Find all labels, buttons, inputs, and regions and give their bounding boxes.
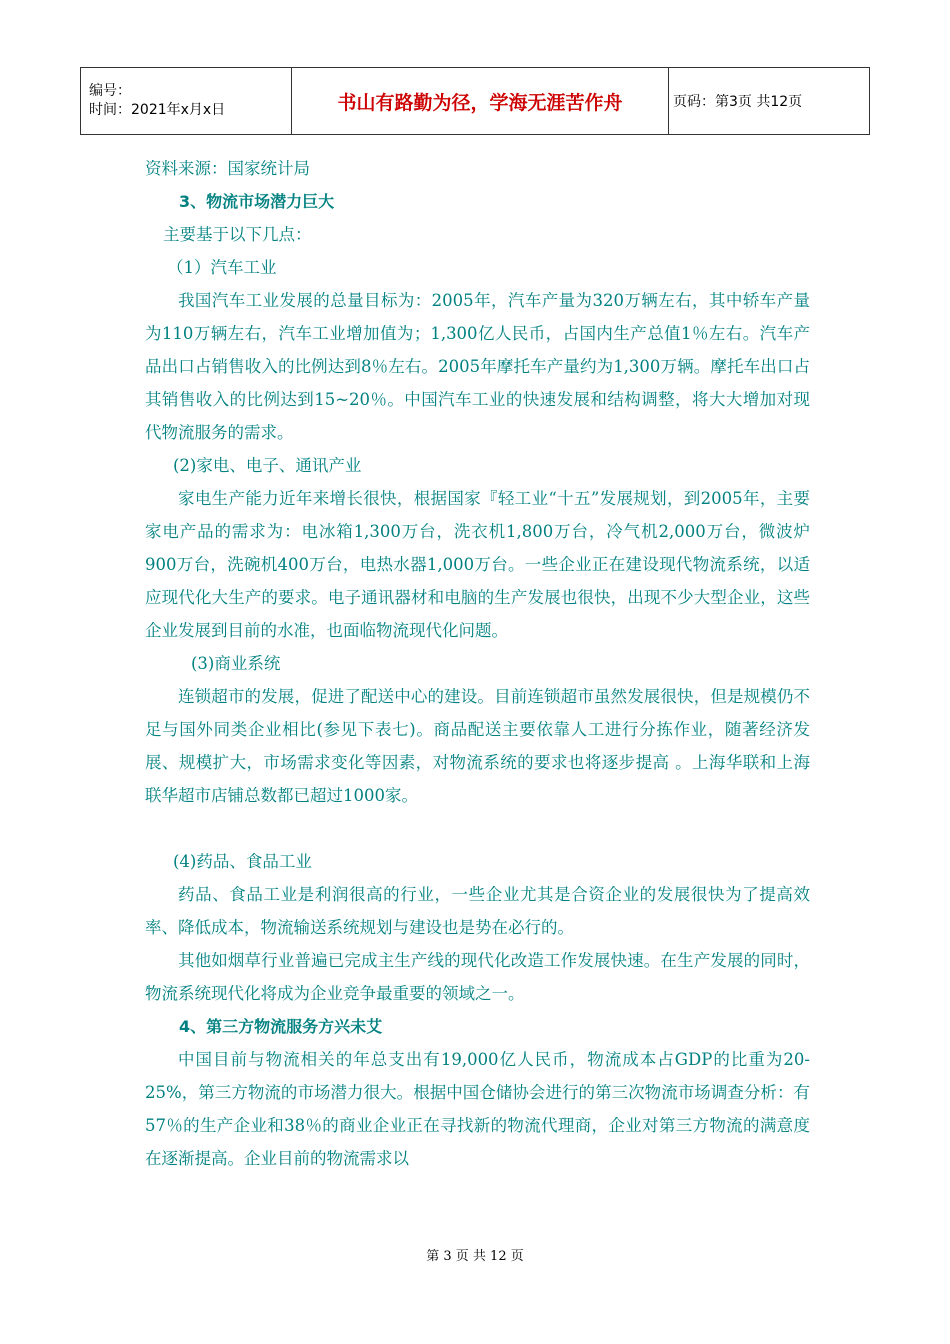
source-note: 资料来源：国家统计局 [145, 159, 310, 178]
motto: 书山有路勤为径，学海无涯苦作舟 [292, 68, 669, 135]
header-table [80, 67, 870, 135]
date-label: 时间：2021年x月x日 [89, 102, 226, 118]
paragraph-commerce: 连锁超市的发展，促进了配送中心的建设。目前连锁超市虽然发展很快，但是规模仍不足与国外同类企业相比(参见下表七)。商品配送主要依靠人工进行分拣作业，随著经济发展、规模扩大，市场需求变化等因素，对物流系统的要求也将逐步提高 。上海华联和上海联华超市店铺总数都已超过1000家。 [145, 687, 810, 805]
paragraph-auto-industry: 我国汽车工业发展的总量目标为：2005年，汽车产量为320万辆左右，其中轿车产量为110万辆左右，汽车工业增加值为；1,300亿人民币，占国内生产总值1％左右。汽车产品出口占销售收入的比例达到8％左右。2005年摩托车产量约为1,300万辆。摩托车出口占其销售收入的比例达到15~20％。中国汽车工业的快速发展和结构调整，将大大增加对现代物流服务的需求。 [145, 291, 810, 442]
paragraph-pharma-food: 药品、食品工业是利润很高的行业，一些企业尤其是合资企业的发展很快为了提高效率、降低成本，物流输送系统规划与建设也是势在必行的。 [145, 885, 810, 937]
section-heading-3: 3、物流市场潜力巨大 [179, 192, 335, 211]
subsection-title-1: （1）汽车工业 [167, 258, 277, 277]
subsection-title-3: (3)商业系统 [191, 654, 281, 673]
paragraph-third-party-logistics: 中国目前与物流相关的年总支出有19,000亿人民币，物流成本占GDP的比重为20-25%，第三方物流的市场潜力很大。根据中国仓储协会进行的第三次物流市场调查分析：有57％的生产企业和38％的商业企业正在寻找新的物流代理商，企业对第三方物流的满意度在逐渐提高。企业目前的物流需求以 [145, 1050, 810, 1168]
paragraph-other-industries: 其他如烟草行业普遍已完成主生产线的现代化改造工作发展快速。在生产发展的同时，物流系统现代化将成为企业竞争最重要的领域之一。 [145, 951, 810, 1003]
number-label: 编号： [89, 83, 131, 99]
section-heading-4: 4、第三方物流服务方兴未艾 [179, 1017, 383, 1036]
spacer [145, 812, 810, 845]
document-body [145, 152, 810, 1175]
intro-line: 主要基于以下几点： [163, 225, 312, 244]
paragraph-appliances: 家电生产能力近年来增长很快，根据国家『轻工业“十五”发展规划，到2005年，主要家电产品的需求为：电冰箱1,300万台，洗衣机1,800万台，冷气机2,000万台，微波炉900万台，洗碗机400万台，电热水器1,000万台。一些企业正在建设现代物流系统，以适应现代化大生产的要求。电子通讯器材和电脑的生产发展也很快，出现不少大型企业，这些企业发展到目前的水准，也面临物流现代化问题。 [145, 489, 810, 640]
subsection-title-2: (2)家电、电子、通讯产业 [173, 456, 362, 475]
page-footer: 第 3 页 共 12 页 [426, 1249, 524, 1264]
header-left-cell [81, 68, 292, 135]
page-label: 页码：第3页 共12页 [669, 68, 870, 135]
subsection-title-4: (4)药品、食品工业 [173, 852, 312, 871]
